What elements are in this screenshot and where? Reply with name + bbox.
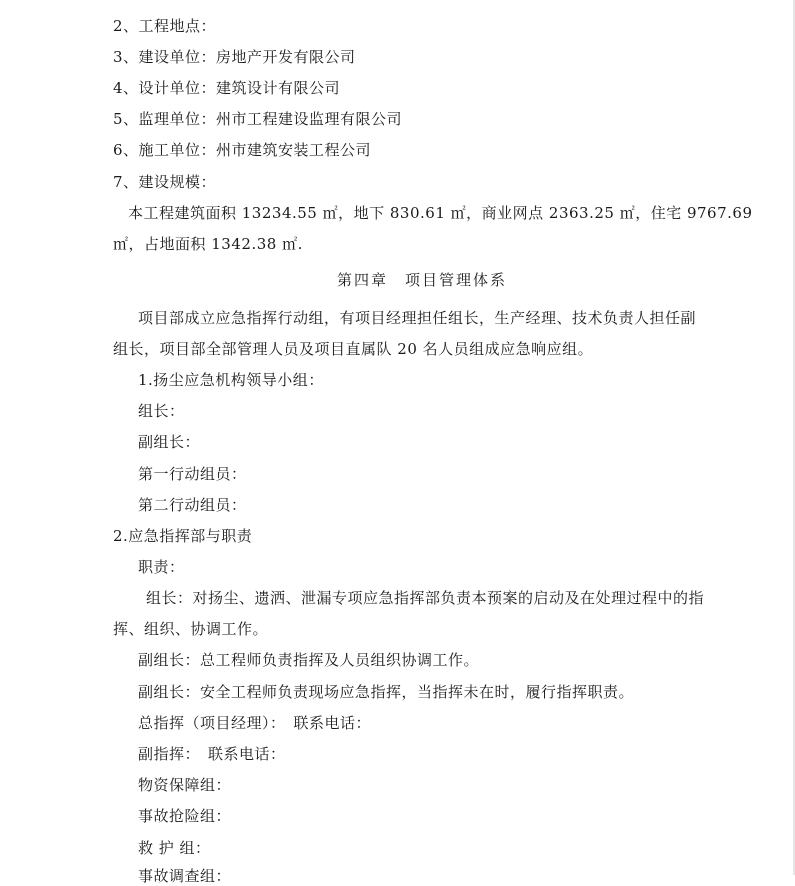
commander-contact: 总指挥（项目经理）： 联系电话：	[138, 714, 372, 732]
supply-group-label: 物资保障组：	[138, 776, 232, 794]
deputy-duty-safety-engineer: 副组长：安全工程师负责现场应急指挥，当指挥未在时，履行指挥职责。	[138, 683, 635, 701]
intro-paragraph-continued: 组长，项目部全部管理人员及项目直属队 20 名人员组成应急响应组。	[113, 340, 594, 358]
chapter-title: 第四章 项目管理体系	[337, 271, 508, 289]
deputy-commander-contact: 副指挥： 联系电话：	[138, 745, 286, 763]
rescue-group-label: 事故抢险组：	[138, 807, 232, 825]
investigation-group-label: 事故调查组：	[138, 867, 232, 885]
second-team-label: 第二行动组员：	[138, 496, 247, 514]
design-unit: 4、设计单位：建筑设计有限公司	[113, 79, 341, 97]
deputy-leader-label: 副组长：	[138, 433, 201, 451]
aid-group-label: 救 护 组：	[138, 839, 211, 857]
first-team-label: 第一行动组员：	[138, 465, 247, 483]
duties-label: 职责：	[138, 558, 185, 576]
section1-title: 1.扬尘应急机构领导小组：	[138, 371, 324, 389]
supervision-unit: 5、监理单位：州市工程建设监理有限公司	[113, 110, 403, 128]
construction-scale-text: 本工程建筑面积 13234.55 ㎡，地下 830.61 ㎡，商业网点 2363.25 ㎡，住宅 9767.69	[128, 204, 753, 222]
leader-duty: 组长：对扬尘、遗洒、泄漏专项应急指挥部负责本预案的启动及在处理过程中的指	[146, 589, 705, 607]
project-location: 2、工程地点：	[113, 17, 217, 35]
construction-scale-text-continued: ㎡，占地面积 1342.38 ㎡.	[113, 235, 303, 253]
construction-unit: 3、建设单位：房地产开发有限公司	[113, 48, 356, 66]
intro-paragraph: 项目部成立应急指挥行动组，有项目经理担任组长，生产经理、技术负责人担任副	[138, 309, 697, 327]
leader-duty-continued: 挥、组织、协调工作。	[113, 620, 269, 638]
leader-label: 组长：	[138, 402, 185, 420]
contractor-unit: 6、施工单位：州市建筑安装工程公司	[113, 141, 372, 159]
deputy-duty-chief-engineer: 副组长：总工程师负责指挥及人员组织协调工作。	[138, 651, 480, 669]
construction-scale-label: 7、建设规模：	[113, 173, 217, 191]
section2-title: 2.应急指挥部与职责	[113, 527, 253, 545]
